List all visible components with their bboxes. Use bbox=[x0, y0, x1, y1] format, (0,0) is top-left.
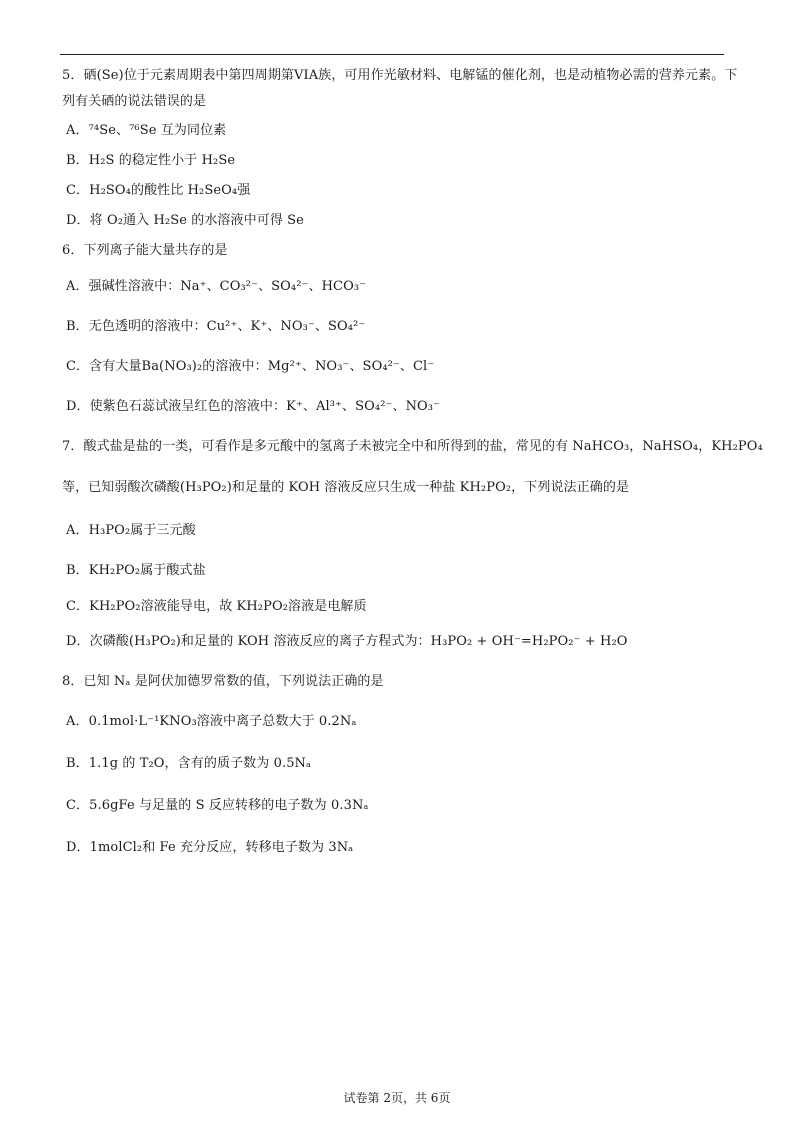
q5-option-c: C．H₂SO₄的酸性比 H₂SeO₄强 bbox=[66, 183, 251, 198]
q5-option-d: D．将 O₂通入 H₂Se 的水溶液中可得 Se bbox=[66, 213, 304, 228]
q6-option-a: A．强碱性溶液中：Na⁺、CO₃²⁻、SO₄²⁻、HCO₃⁻ bbox=[66, 279, 367, 294]
q6-option-b: B．无色透明的溶液中：Cu²⁺、K⁺、NO₃⁻、SO₄²⁻ bbox=[66, 319, 366, 334]
header-rule bbox=[60, 54, 724, 55]
q5-stem-line2: 列有关硒的说法错误的是 bbox=[62, 94, 207, 109]
q7-option-d: D．次磷酸(H₃PO₂)和足量的 KOH 溶液反应的离子方程式为：H₃PO₂ + OH⁻=H₂PO₂⁻ + H₂O bbox=[66, 634, 628, 649]
q7-option-c: C．KH₂PO₂溶液能导电，故 KH₂PO₂溶液是电解质 bbox=[66, 599, 367, 614]
q8-option-c: C．5.6gFe 与足量的 S 反应转移的电子数为 0.3Nₐ bbox=[66, 798, 369, 813]
q6-option-d: D．使紫色石蕊试液呈红色的溶液中：K⁺、Al³⁺、SO₄²⁻、NO₃⁻ bbox=[66, 399, 441, 414]
q7-option-b: B．KH₂PO₂属于酸式盐 bbox=[66, 563, 206, 578]
q8-option-b: B．1.1g 的 T₂O，含有的质子数为 0.5Nₐ bbox=[66, 756, 312, 771]
q8-option-a: A．0.1mol·L⁻¹KNO₃溶液中离子总数大于 0.2Nₐ bbox=[66, 714, 357, 729]
q7-stem-line2: 等，已知弱酸次磷酸(H₃PO₂)和足量的 KOH 溶液反应只生成一种盐 KH₂PO₂，下列说法正确的是 bbox=[62, 480, 630, 495]
q5-option-b: B．H₂S 的稳定性小于 H₂Se bbox=[66, 153, 236, 168]
q5-stem-line1: 5．硒(Se)位于元素周期表中第四周期第VIA族，可用作光敏材料、电解锰的催化剂，也是动植物必需的营养元素。下 bbox=[62, 68, 738, 83]
page-footer: 试卷第 2页，共 6页 bbox=[343, 1091, 451, 1105]
q7-option-a: A．H₃PO₂属于三元酸 bbox=[66, 523, 196, 538]
q6-option-c: C．含有大量Ba(NO₃)₂的溶液中：Mg²⁺、NO₃⁻、SO₄²⁻、Cl⁻ bbox=[66, 359, 435, 374]
q8-stem: 8．已知 Nₐ 是阿伏加德罗常数的值，下列说法正确的是 bbox=[62, 674, 384, 689]
q8-option-d: D．1molCl₂和 Fe 充分反应，转移电子数为 3Nₐ bbox=[66, 840, 354, 855]
q7-stem-line1: 7．酸式盐是盐的一类，可看作是多元酸中的氢离子未被完全中和所得到的盐，常见的有 NaHCO₃，NaHSO₄，KH₂PO₄ bbox=[62, 439, 763, 454]
q6-stem: 6．下列离子能大量共存的是 bbox=[62, 243, 228, 258]
q5-option-a: A．⁷⁴Se、⁷⁶Se 互为同位素 bbox=[66, 123, 227, 138]
